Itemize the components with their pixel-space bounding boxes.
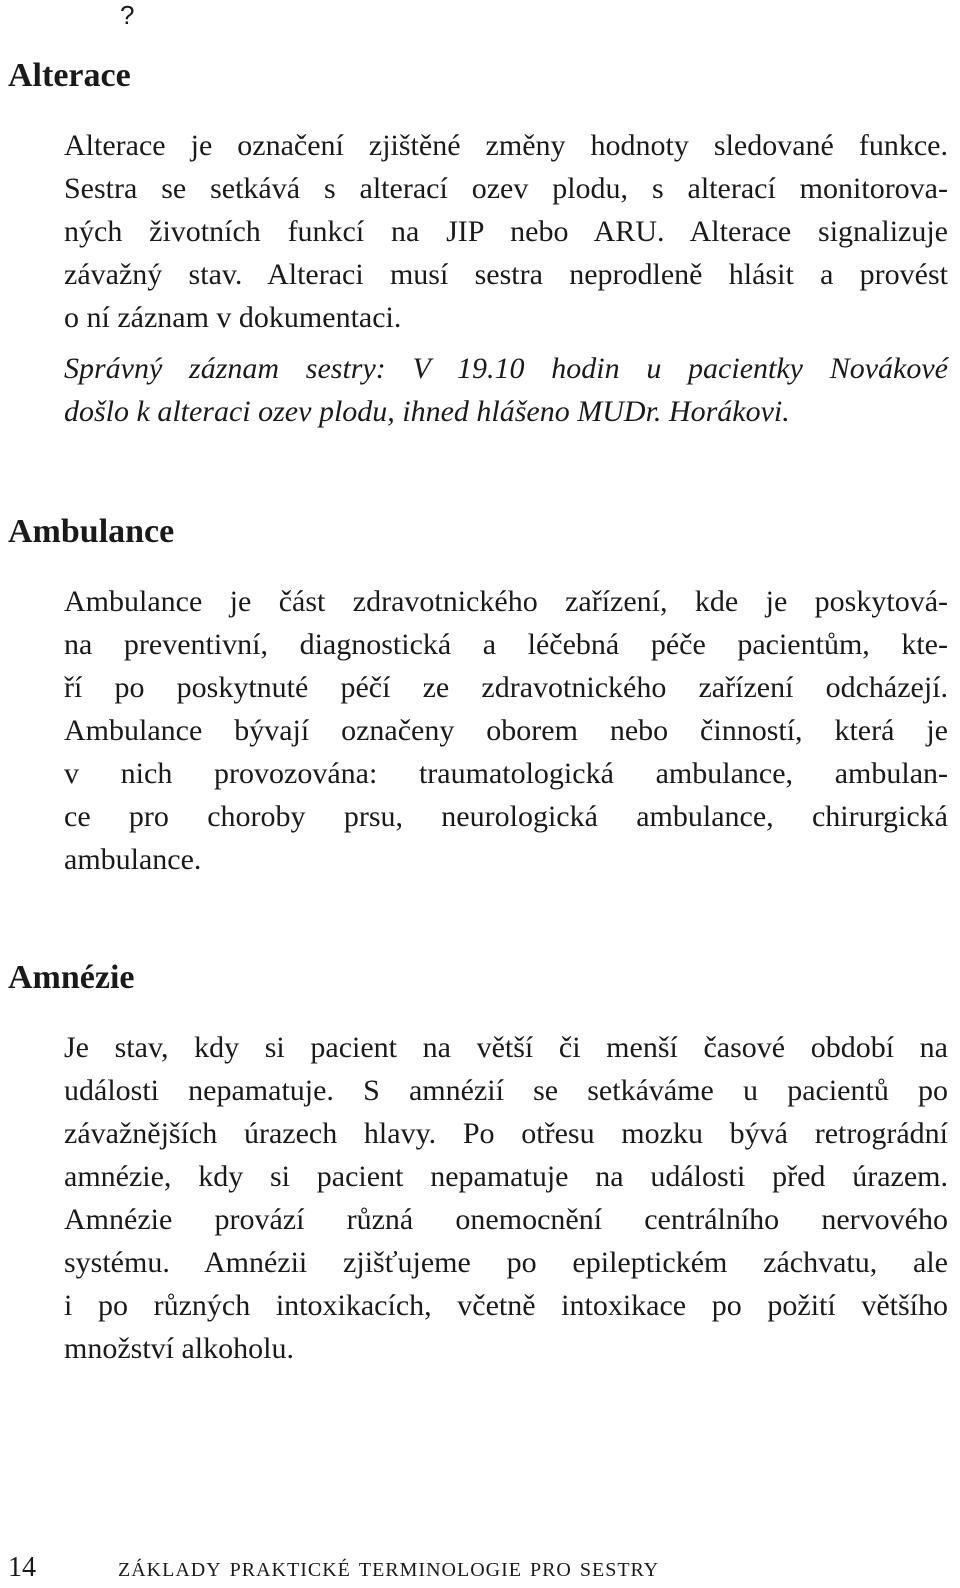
entry-body-ambulance (64, 580, 948, 881)
text-line: Je stav, kdy si pacient na větší či menší časové období na (64, 1031, 948, 1064)
entry-title-alterace: Alterace (8, 57, 131, 94)
text-line: na preventivní, diagnostická a léčebná péče pacientům, kte- (64, 628, 948, 661)
text-line: o ní záznam v dokumentaci. (64, 301, 402, 334)
entry-title-amnezie: Amnézie (8, 959, 135, 996)
text-line: v nich provozována: traumatologická ambulance, ambulan- (64, 757, 948, 790)
entry-title-ambulance: Ambulance (8, 513, 175, 550)
text-line: Ambulance bývají označeny oborem nebo činností, která je (64, 714, 948, 747)
text-line: i po různých intoxikacích, včetně intoxikace po požití většího (64, 1289, 948, 1322)
text-line: závažnějších úrazech hlavy. Po otřesu mozku bývá retrográdní (64, 1117, 948, 1150)
running-head: základy praktické terminologie pro sestry (118, 1552, 660, 1583)
entry-body-alterace (64, 124, 948, 433)
page-number: 14 (8, 1552, 36, 1583)
page-footer (0, 1548, 960, 1588)
text-line: systému. Amnézii zjišťujeme po epileptickém záchvatu, ale (64, 1246, 948, 1279)
text-line: ce pro choroby prsu, neurologická ambulance, chirurgická (64, 800, 948, 833)
text-line: ných životních funkcí na JIP nebo ARU. Alterace signalizuje (64, 215, 948, 248)
text-line: závažný stav. Alteraci musí sestra neprodleně hlásit a provést (64, 258, 948, 291)
text-line: Amnézie provází různá onemocnění centrálního nervového (64, 1203, 948, 1236)
italic-example-line: došlo k alteraci ozev plodu, ihned hlášeno MUDr. Horákovi. (64, 395, 790, 428)
text-line: Ambulance je část zdravotnického zařízení, kde je poskytová- (64, 585, 948, 618)
text-line: množství alkoholu. (64, 1332, 294, 1365)
italic-example-line: Správný záznam sestry: V 19.10 hodin u pacientky Novákové (64, 352, 948, 385)
text-line: ří po poskytnuté péčí ze zdravotnického zařízení odcházejí. (64, 671, 948, 704)
text-line: ambulance. (64, 843, 202, 876)
text-line: amnézie, kdy si pacient nepamatuje na události před úrazem. (64, 1160, 948, 1193)
text-line: události nepamatuje. S amnézií se setkáváme u pacientů po (64, 1074, 948, 1107)
text-line: Sestra se setkává s alterací ozev plodu, s alterací monitorova- (64, 172, 948, 205)
text-line: Alterace je označení zjištěné změny hodnoty sledované funkce. (64, 129, 948, 162)
question-mark: ? (120, 0, 135, 30)
entry-body-amnezie (64, 1026, 948, 1370)
